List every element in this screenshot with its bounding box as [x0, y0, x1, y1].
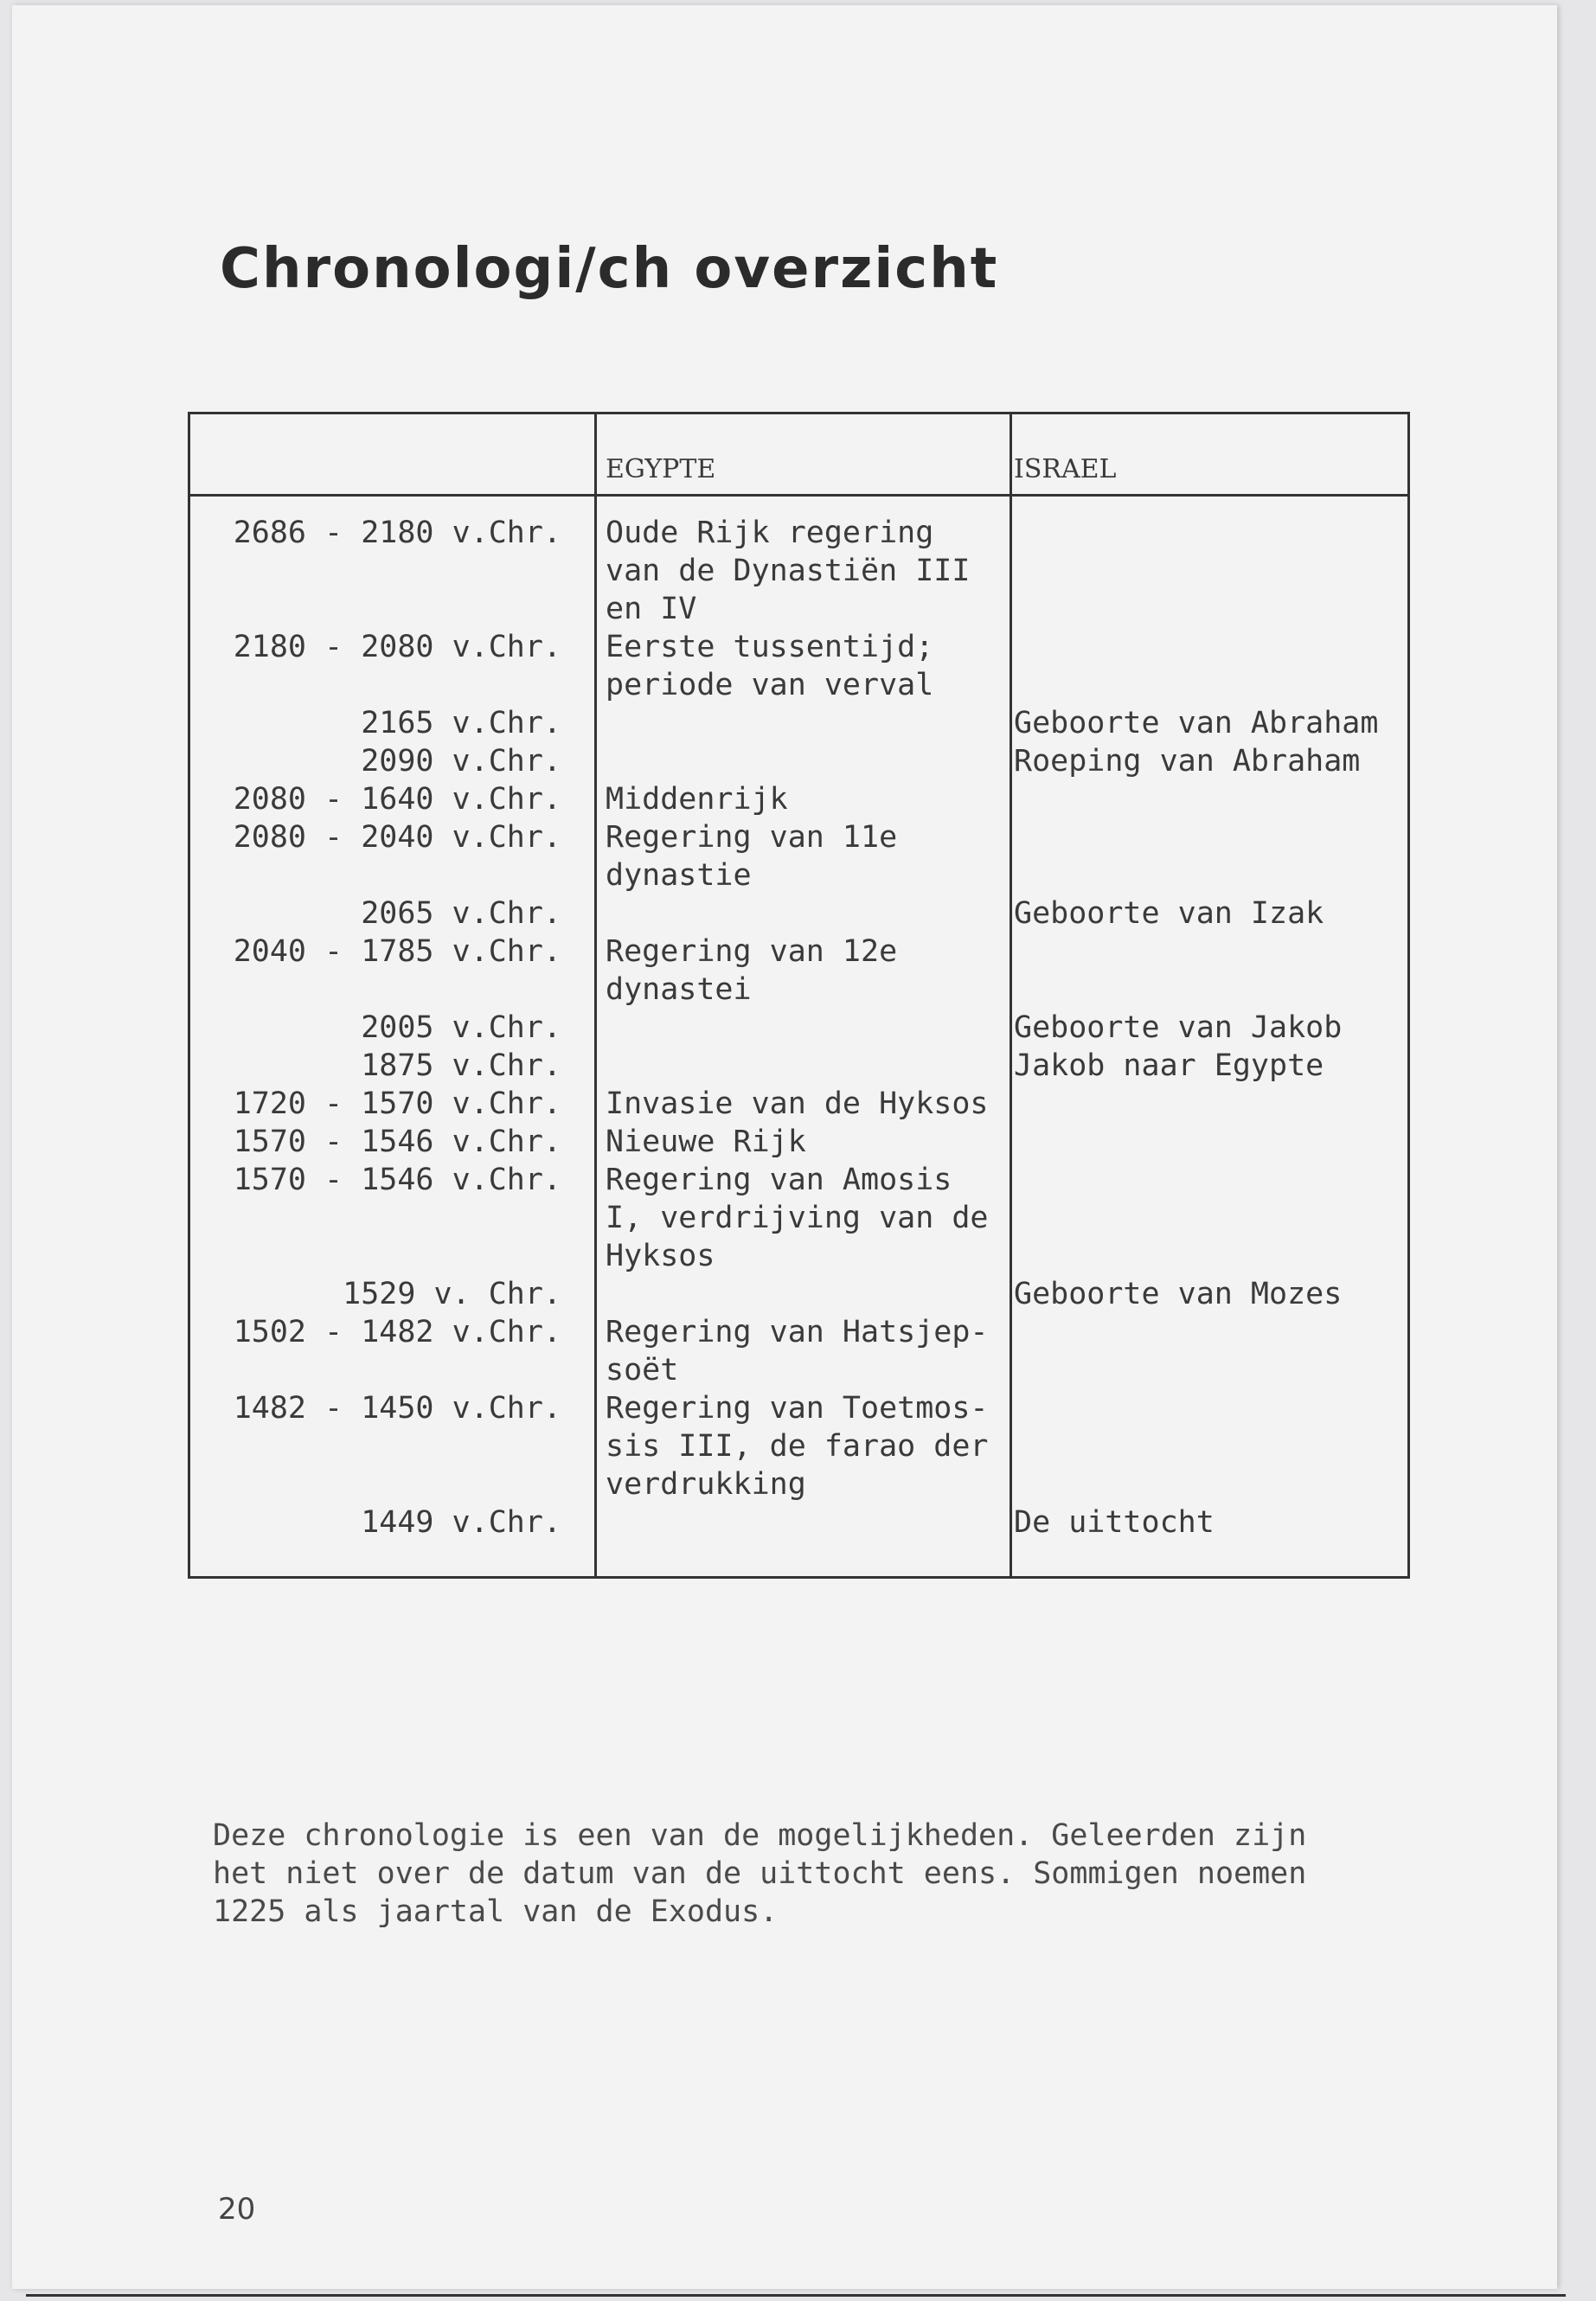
header-egypte: EGYPTE: [596, 413, 1011, 496]
table-row: [189, 704, 1409, 742]
table-row: [189, 628, 1409, 704]
table-row: [189, 1313, 1409, 1389]
table-row: [189, 1275, 1409, 1313]
footnote-line: 1225 als jaartal van de Exodus.: [213, 1894, 779, 1929]
table-row: [189, 1047, 1409, 1085]
cell-egypte: [596, 742, 1011, 780]
cell-egypte: Nieuwe Rijk: [596, 1123, 1011, 1161]
cell-date: 1482 - 1450 v.Chr.: [189, 1389, 596, 1503]
cell-israel: Geboorte van Izak: [1011, 894, 1409, 933]
table-row: [189, 1503, 1409, 1578]
table-row: [189, 933, 1409, 1009]
table-row: [189, 496, 1409, 629]
cell-israel: [1011, 780, 1409, 818]
cell-date: 1449 v.Chr.: [189, 1503, 596, 1578]
cell-date: 2180 - 2080 v.Chr.: [189, 628, 596, 704]
cell-israel: Geboorte van Mozes: [1011, 1275, 1409, 1313]
cell-egypte: [596, 1047, 1011, 1085]
cell-israel: [1011, 1161, 1409, 1275]
cell-date: 1720 - 1570 v.Chr.: [189, 1085, 596, 1123]
cell-date: 2005 v.Chr.: [189, 1009, 596, 1047]
bottom-rule: [26, 2294, 1566, 2297]
cell-date: 1529 v. Chr.: [189, 1275, 596, 1313]
cell-israel: [1011, 818, 1409, 894]
cell-israel: Jakob naar Egypte: [1011, 1047, 1409, 1085]
table-body: [189, 496, 1409, 1578]
header-israel: ISRAEL: [1011, 413, 1409, 496]
cell-date: 2090 v.Chr.: [189, 742, 596, 780]
cell-egypte: Middenrijk: [596, 780, 1011, 818]
cell-date: 1502 - 1482 v.Chr.: [189, 1313, 596, 1389]
table-row: [189, 1161, 1409, 1275]
table-row: [189, 742, 1409, 780]
cell-date: 1570 - 1546 v.Chr.: [189, 1123, 596, 1161]
cell-israel: Roeping van Abraham: [1011, 742, 1409, 780]
cell-israel: [1011, 1085, 1409, 1123]
cell-egypte: Invasie van de Hyksos: [596, 1085, 1011, 1123]
cell-date: 2165 v.Chr.: [189, 704, 596, 742]
cell-egypte: [596, 1009, 1011, 1047]
cell-date: 2040 - 1785 v.Chr.: [189, 933, 596, 1009]
chronology-table: [188, 412, 1410, 1579]
cell-israel: De uittocht: [1011, 1503, 1409, 1578]
table-row: [189, 1009, 1409, 1047]
cell-egypte: Oude Rijk regering van de Dynastiën III en IV: [596, 496, 1011, 629]
page: [12, 5, 1557, 2289]
table-row: [189, 1085, 1409, 1123]
cell-date: 1875 v.Chr.: [189, 1047, 596, 1085]
header-date: [189, 413, 596, 496]
cell-egypte: Regering van 12e dynastei: [596, 933, 1011, 1009]
table-row: [189, 780, 1409, 818]
footnote: [213, 1817, 1424, 1931]
cell-egypte: Regering van Amosis I, verdrijving van de Hyksos: [596, 1161, 1011, 1275]
footnote-line: Deze chronologie is een van de mogelijkheden. Geleerden zijn: [213, 1818, 1307, 1853]
page-title: Chronologi/ch overzicht: [220, 237, 999, 301]
cell-egypte: [596, 1275, 1011, 1313]
cell-date: 2080 - 1640 v.Chr.: [189, 780, 596, 818]
cell-date: 2065 v.Chr.: [189, 894, 596, 933]
cell-israel: [1011, 1389, 1409, 1503]
table-row: [189, 818, 1409, 894]
cell-egypte: Regering van Toetmos-sis III, de farao der verdrukking: [596, 1389, 1011, 1503]
cell-egypte: Regering van Hatsjep-soët: [596, 1313, 1011, 1389]
cell-egypte: Regering van 11e dynastie: [596, 818, 1011, 894]
footnote-line: het niet over de datum van de uittocht eens. Sommigen noemen: [213, 1856, 1307, 1891]
cell-egypte: [596, 1503, 1011, 1578]
page-number: 20: [218, 2192, 256, 2227]
cell-date: 1570 - 1546 v.Chr.: [189, 1161, 596, 1275]
cell-israel: [1011, 496, 1409, 629]
table-row: [189, 1389, 1409, 1503]
table-row: [189, 894, 1409, 933]
cell-date: 2080 - 2040 v.Chr.: [189, 818, 596, 894]
cell-israel: [1011, 1123, 1409, 1161]
cell-israel: Geboorte van Jakob: [1011, 1009, 1409, 1047]
table-row: [189, 1123, 1409, 1161]
cell-egypte: [596, 894, 1011, 933]
cell-israel: [1011, 1313, 1409, 1389]
cell-israel: Geboorte van Abraham: [1011, 704, 1409, 742]
cell-egypte: [596, 704, 1011, 742]
cell-date: 2686 - 2180 v.Chr.: [189, 496, 596, 629]
cell-egypte: Eerste tussentijd; periode van verval: [596, 628, 1011, 704]
cell-israel: [1011, 628, 1409, 704]
cell-israel: [1011, 933, 1409, 1009]
table-header-row: [189, 413, 1409, 496]
